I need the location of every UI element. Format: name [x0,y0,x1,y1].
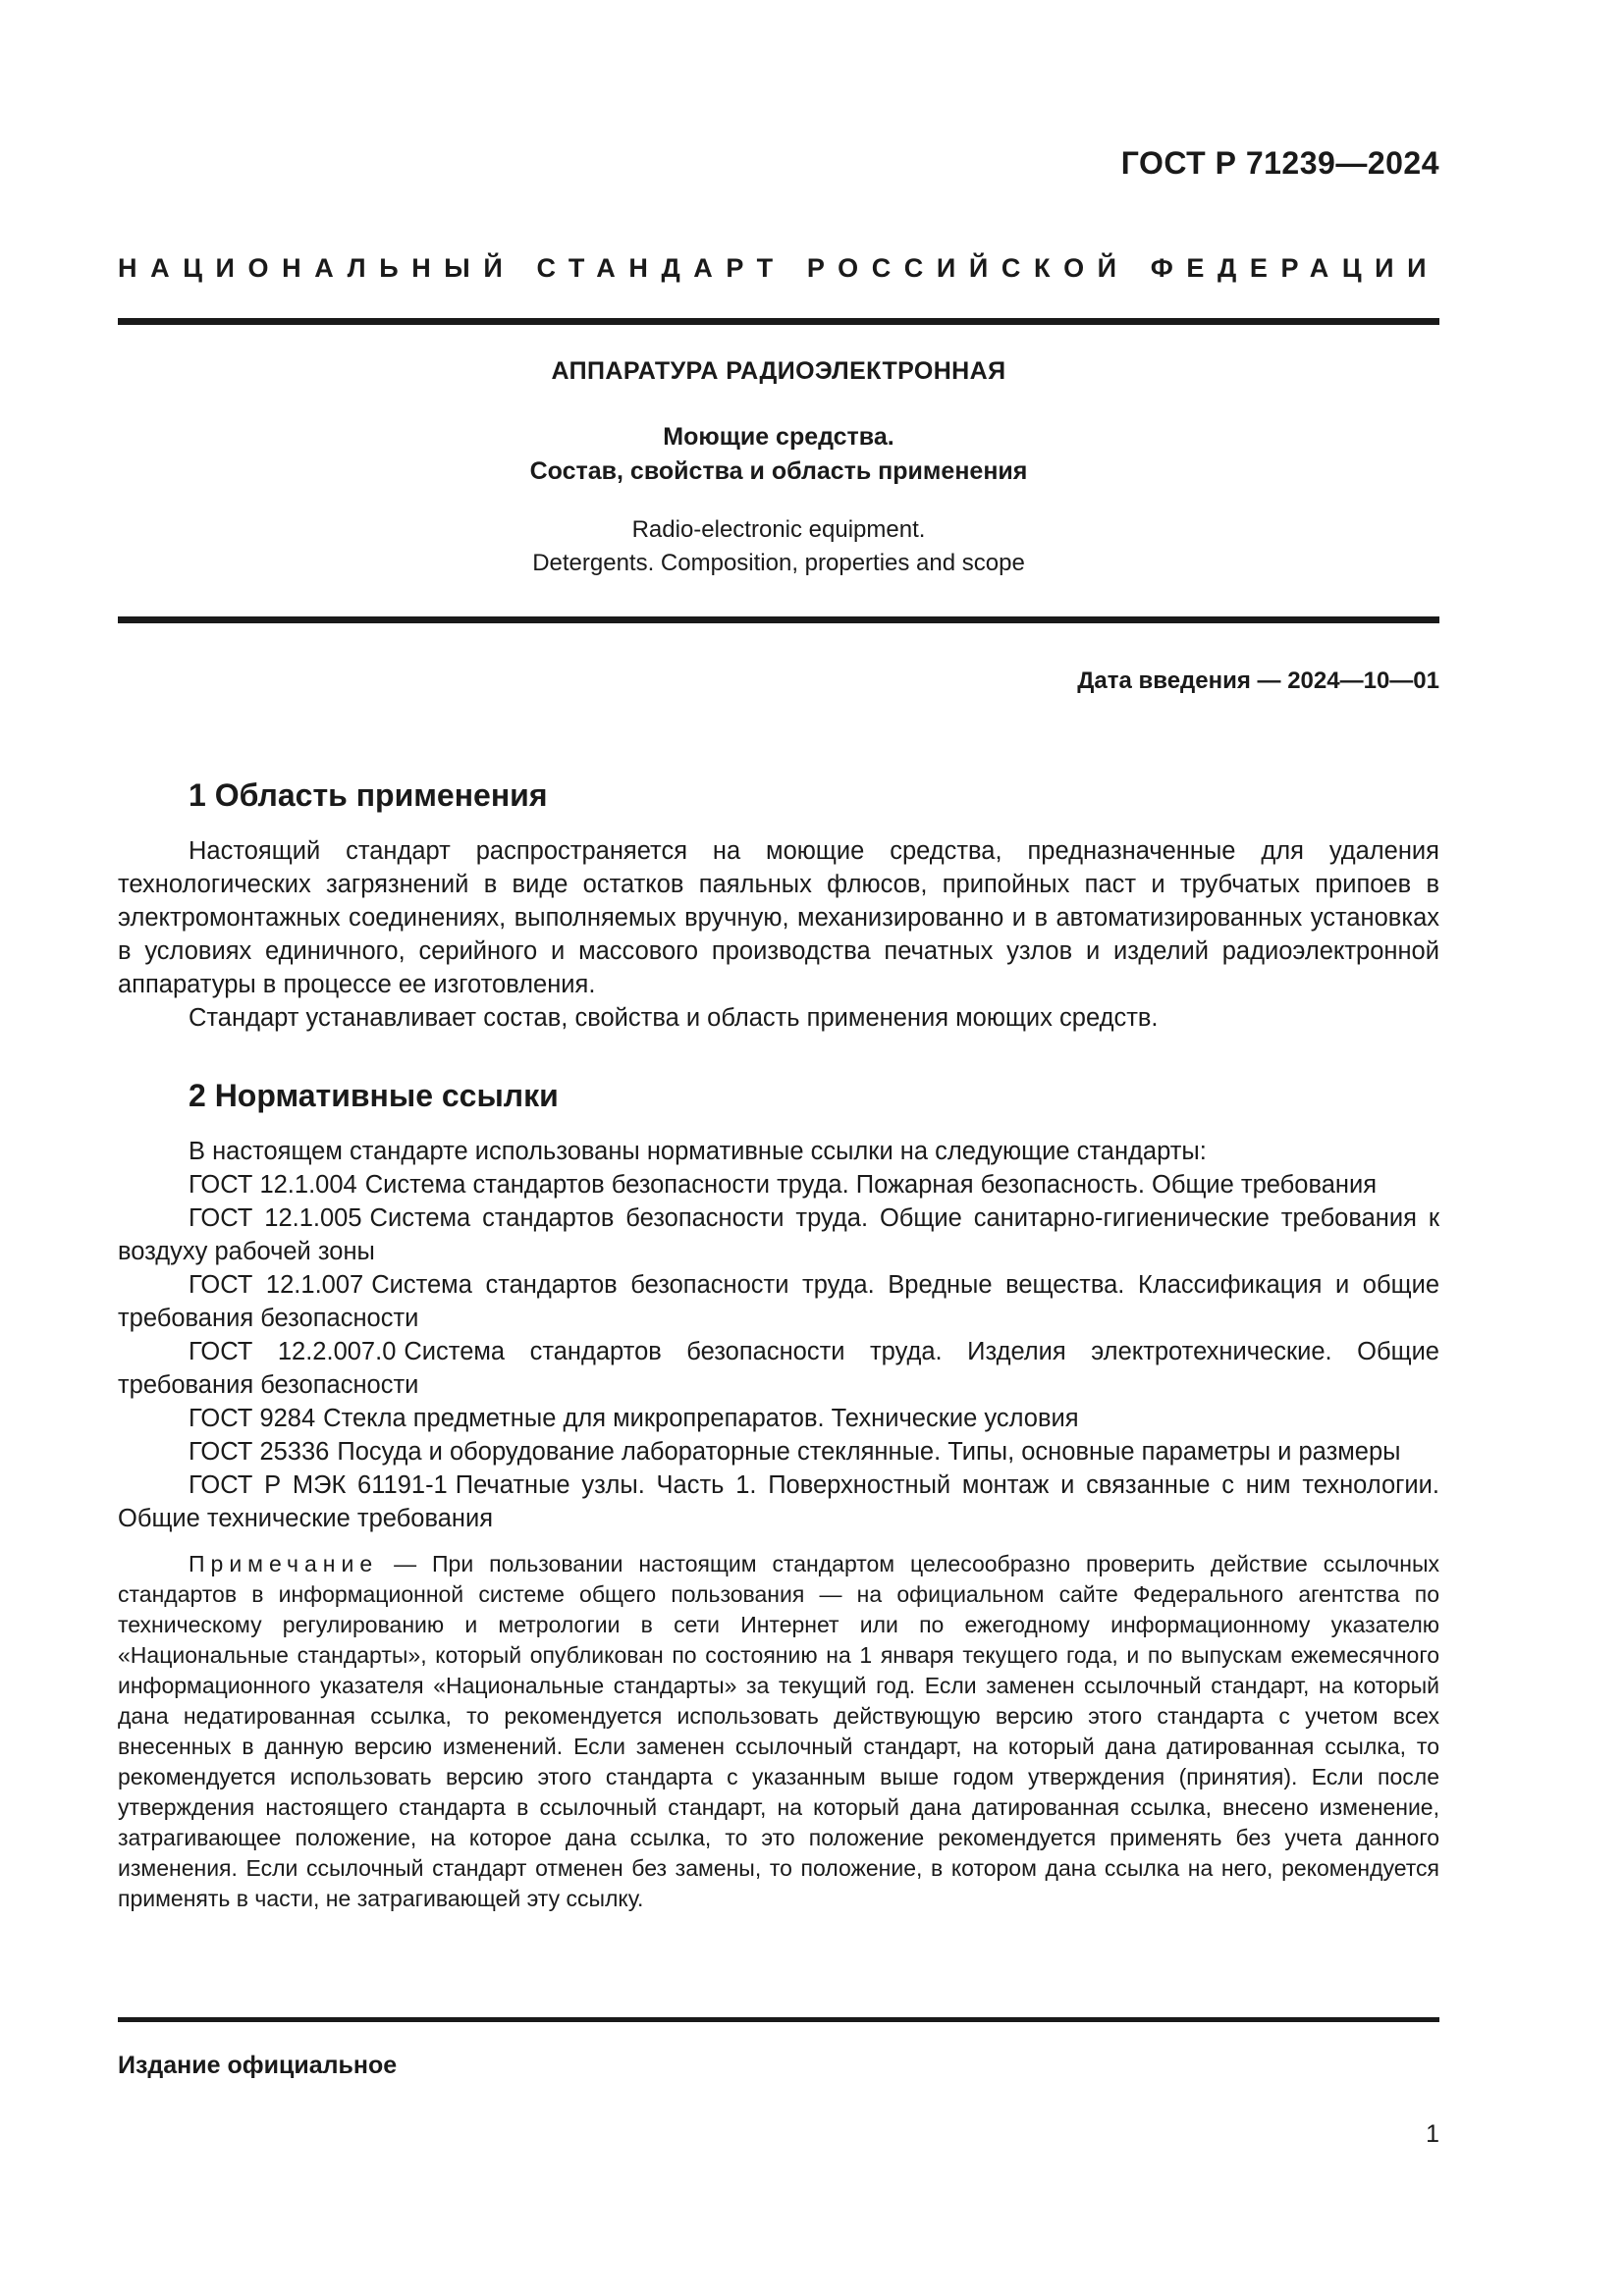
reference-code: ГОСТ 12.2.007.0 [189,1338,397,1365]
edition-label: Издание официальное [118,2052,398,2079]
english-title [118,513,1439,580]
reference-text: Система стандартов безопасности труда. Пожарная безопасность. Общие требования [364,1171,1378,1199]
date-of-introduction: Дата введения — 2024—10—01 [1077,667,1439,694]
reference-text: Печатные узлы. Часть 1. Поверхностный монтаж и связанные с ним технологии. Общие технические требования [118,1471,1440,1532]
gost-id: ГОСТ Р 71239—2024 [1120,145,1439,181]
reference-code: ГОСТ 25336 [189,1438,330,1466]
subtitle-line-2: Состав, свойства и область применения [529,457,1028,485]
reference-item [118,1435,1439,1468]
section-scope [118,775,1439,1035]
note-label: Примечание [189,1551,379,1576]
document-page [118,0,1439,2296]
reference-code: ГОСТ 12.1.005 [189,1204,362,1232]
national-standard-header: НАЦИОНАЛЬНЫЙ СТАНДАРТ РОССИЙСКОЙ ФЕДЕРАЦИИ [118,253,1440,283]
reference-item [118,1168,1439,1201]
reference-code: ГОСТ Р МЭК 61191-1 [189,1471,448,1499]
reference-item [118,1468,1439,1535]
document-title: АППАРАТУРА РАДИОЭЛЕКТРОННАЯ [551,357,1006,385]
reference-item [118,1335,1439,1402]
reference-code: ГОСТ 12.1.004 [189,1171,357,1199]
reference-code: ГОСТ 9284 [189,1405,316,1432]
reference-text: Стекла предметные для микропрепаратов. Технические условия [323,1405,1079,1432]
references-intro: В настоящем стандарте использованы нормативные ссылки на следующие стандарты: [189,1138,1207,1165]
document-subtitle [118,420,1439,489]
section-heading-references: 2 Нормативные ссылки [189,1078,559,1113]
top-divider [118,318,1439,325]
references-note [118,1549,1439,1914]
reference-text: Посуда и оборудование лабораторные стеклянные. Типы, основные параметры и размеры [337,1438,1401,1466]
reference-item [118,1201,1439,1268]
reference-item [118,1402,1439,1435]
note-text: — При пользовании настоящим стандартом целесообразно проверить действие ссылочных стандартов в информационной системе общего пользования — на официальном сайте Федерального агентства по техническому регулированию и метрологии в сети Интернет или по ежегодному информационному указателю «Национальные стандарты», который опубликован по состоянию на 1 января текущего года, и по выпускам ежемесячного информационного указателя «Национальные стандарты» за текущий год. Если заменен ссылочный стандарт, на который дана недатированная ссылка, то рекомендуется использовать действующую версию этого стандарта с учетом всех внесенных в данную версию изменений. Если заменен ссылочный стандарт, на который дана датированная ссылка, то рекомендуется использовать версию этого стандарта с указанным выше годом утверждения (принятия). Если после утверждения настоящего стандарта в ссылочный стандарт, на который дана датированная ссылка, внесено изменение, затрагивающее положение, на которое дана ссылка, то это положение рекомендуется применять без учета данного изменения. Если ссылочный стандарт отменен без замены, то положение, в котором дана ссылка на него, рекомендуется применять в части, не затрагивающей эту ссылку. [118,1551,1439,1911]
reference-text: Система стандартов безопасности труда. Вредные вещества. Классификация и общие требования безопасности [118,1271,1439,1332]
page-number: 1 [1426,2120,1439,2148]
section-heading-scope: 1 Область применения [189,777,548,813]
reference-code: ГОСТ 12.1.007 [189,1271,364,1299]
paragraph: Стандарт устанавливает состав, свойства и область применения моющих средств. [189,1004,1159,1032]
section-normative-references [118,1076,1439,1937]
english-title-line-1: Radio-electronic equipment. [631,516,926,543]
paragraph: Настоящий стандарт распространяется на моющие средства, предназначенные для удаления технологических загрязнений в виде остатков паяльных флюсов, припойных паст и трубчатых припоев в электромонтажных соединениях, выполняемых вручную, механизированно и в автоматизированных установках в условиях единичного, серийного и массового производства печатных узлов и изделий радиоэлектронной аппаратуры в процессе ее изготовления. [118,837,1439,998]
footer-divider [118,2017,1439,2022]
english-title-line-2: Detergents. Composition, properties and scope [532,550,1025,576]
reference-text: Система стандартов безопасности труда. Общие санитарно-гигиенические требования к воздуху рабочей зоны [118,1204,1440,1265]
reference-text: Система стандартов безопасности труда. Изделия электротехнические. Общие требования безопасности [118,1338,1439,1399]
title-divider [118,616,1439,623]
reference-item [118,1268,1439,1335]
subtitle-line-1: Моющие средства. [663,423,894,451]
